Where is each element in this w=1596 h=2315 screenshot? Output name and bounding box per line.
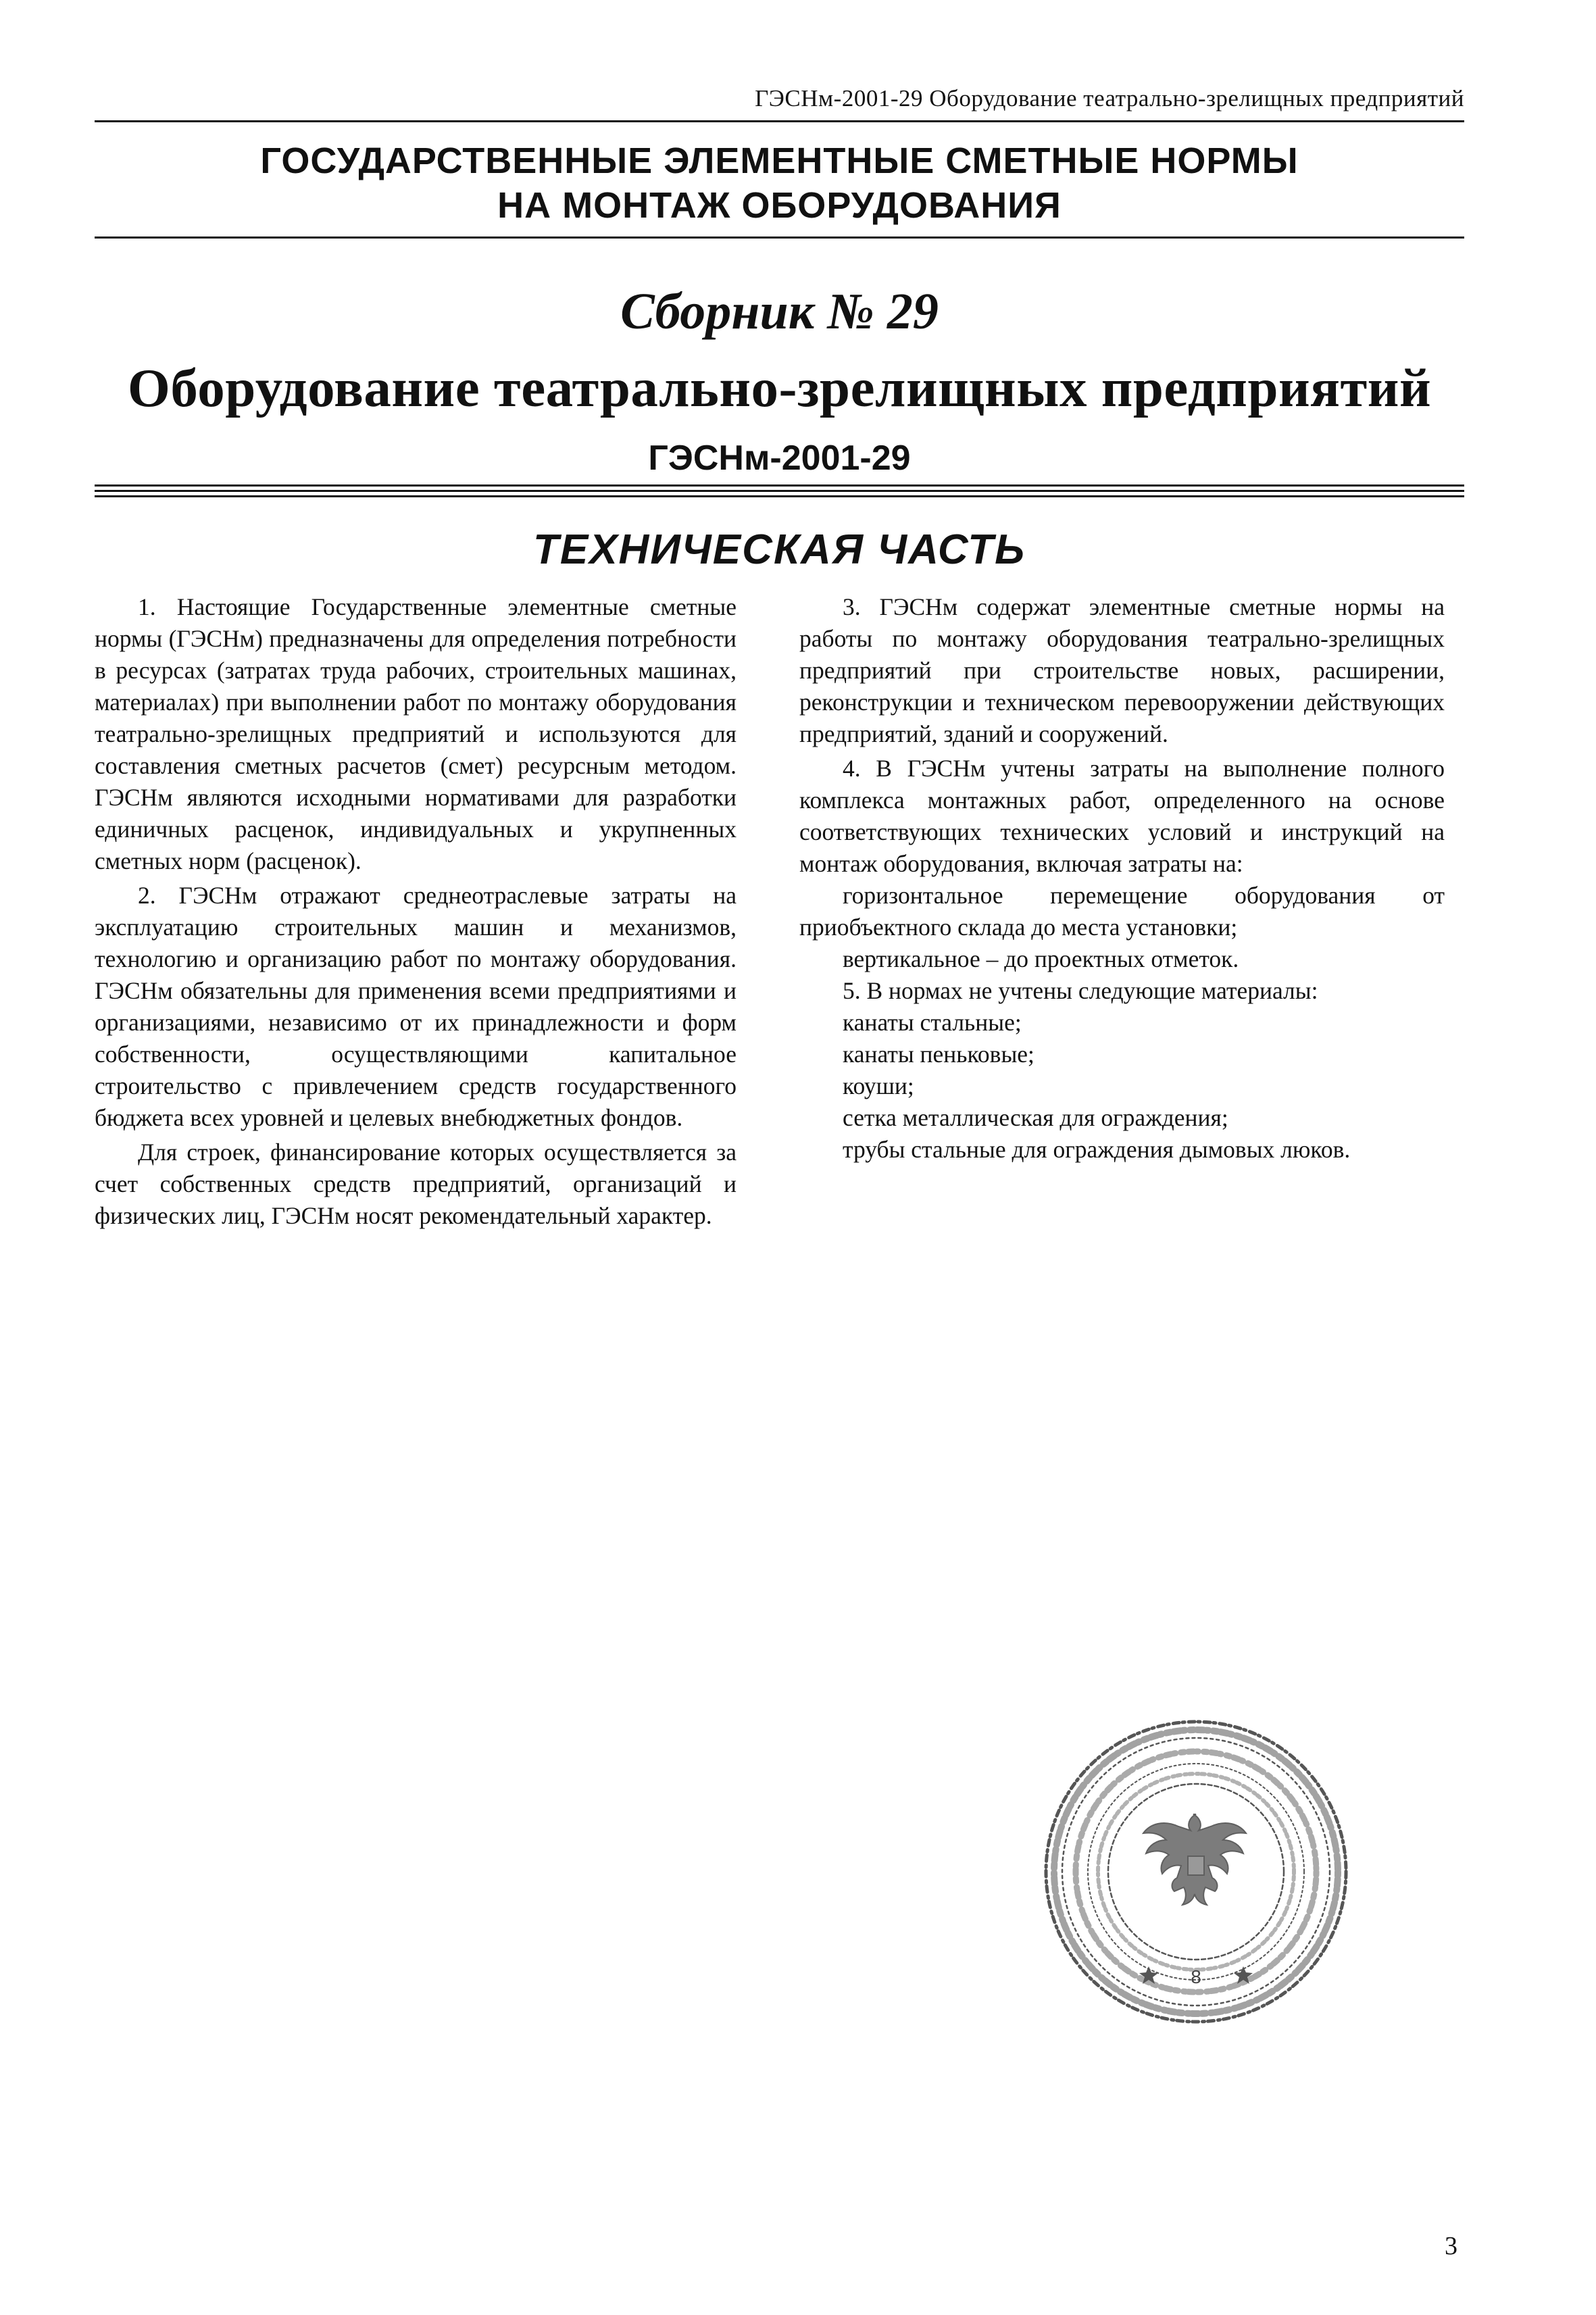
triple-rule-1 <box>95 484 1464 487</box>
main-title <box>95 139 1464 228</box>
right-column <box>799 591 1445 1166</box>
official-seal <box>1034 1713 1358 2031</box>
main-title-line1: ГОСУДАРСТВЕННЫЕ ЭЛЕМЕНТНЫЕ СМЕТНЫЕ НОРМЫ <box>260 141 1299 181</box>
triple-rule-3 <box>95 495 1464 497</box>
material-item: сетка металлическая для ограждения; <box>843 1104 1228 1131</box>
seal-center-text: 8 <box>1191 1966 1201 1987</box>
material-item: коуши; <box>843 1072 914 1099</box>
material-item: канаты пеньковые; <box>843 1041 1034 1068</box>
running-header: ГЭСНм-2001-29 Оборудование театрально-зрелищных предприятий <box>755 85 1464 111</box>
section-title: ТЕХНИЧЕСКАЯ ЧАСТЬ <box>532 526 1026 573</box>
paragraph-4-item-1: горизонтальное перемещение оборудования от приобъектного склада до места установки; <box>799 882 1445 941</box>
paragraph-5: 5. В нормах не учтены следующие материалы: <box>843 977 1318 1004</box>
collection-number: Сборник № 29 <box>620 283 939 340</box>
double-headed-eagle-icon <box>1143 1814 1246 1905</box>
paragraph-4: 4. В ГЭСНм учтены затраты на выполнение полного комплекса монтажных работ, определенного на основе соответствующих технических условий и инструкций на монтаж оборудования, включая затраты на: <box>799 755 1445 877</box>
paragraph-3: 3. ГЭСНм содержат элементные сметные нормы на работы по монтажу оборудования театрально-зрелищных предприятий при строительстве новых, расширении, реконструкции и техническом перевооружении действующих предприятий, зданий и сооружений. <box>799 593 1445 747</box>
paragraph-2: 2. ГЭСНм отражают среднеотраслевые затраты на эксплуатацию строительных машин и механизмов, технологию и организацию работ по монтажу оборудования. ГЭСНм обязательны для применения всеми предприятиями и организациями, независимо от их принадлежности и форм собственности, осуществляющими капитальное строительство с привлечением средств государственного бюджета всех уровней и целевых внебюджетных фондов. <box>95 882 737 1131</box>
page-number: 3 <box>1445 2232 1457 2260</box>
material-item: трубы стальные для ограждения дымовых люков. <box>843 1136 1351 1163</box>
collection-code: ГЭСНм-2001-29 <box>648 439 911 478</box>
paragraph-1: 1. Настоящие Государственные элементные сметные нормы (ГЭСНм) предназначены для определения потребности в ресурсах (затратах труда рабочих, строительных машинах, материалах) при выполнении работ по монтажу оборудования театрально-зрелищных предприятий и используются для составления сметных расчетов (смет) ресурсным методом. ГЭСНм являются исходными нормативами для разработки единичных расценок, индивидуальных и укрупненных сметных норм (расценок). <box>95 593 737 874</box>
material-item: канаты стальные; <box>843 1009 1022 1036</box>
left-column <box>95 591 737 1235</box>
header-rule <box>95 120 1464 122</box>
main-title-line2: НА МОНТАЖ ОБОРУДОВАНИЯ <box>497 185 1062 226</box>
paragraph-2-note: Для строек, финансирование которых осуществляется за счет собственных средств предприятий, организаций и физических лиц, ГЭСНм носят рекомендательный характер. <box>95 1139 737 1229</box>
title-rule <box>95 237 1464 239</box>
collection-title: Оборудование театрально-зрелищных предприятий <box>127 357 1432 418</box>
paragraph-4-item-2: вертикальное – до проектных отметок. <box>843 945 1239 972</box>
triple-rule-2 <box>95 490 1464 492</box>
